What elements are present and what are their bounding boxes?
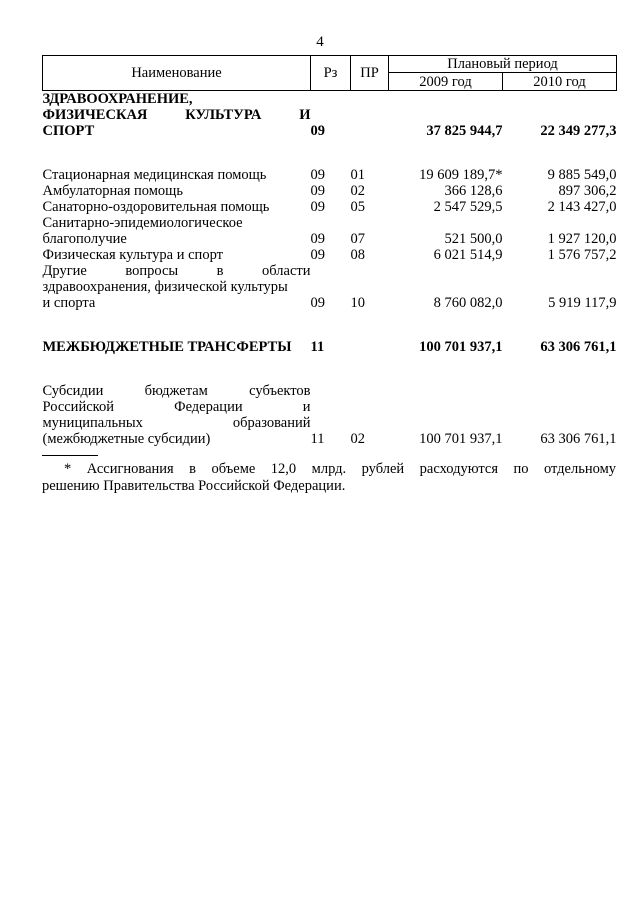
table-row: Санаторно-оздоровительная помощь 09 05 2 547 529,5 2 143 427,0 xyxy=(42,199,617,215)
page-number: 4 xyxy=(316,34,324,50)
header-pr: ПР xyxy=(351,56,389,91)
table-row: Субсидии бюджетам субъектов Российской Федерации и муниципальных образований (межбюджетные субсидии) 11 02 100 701 937,1 63 306 761,1 xyxy=(42,383,617,447)
header-rz: Рз xyxy=(311,56,351,91)
section-transfers-title: МЕЖБЮДЖЕТНЫЕ ТРАНСФЕРТЫ xyxy=(42,339,292,355)
table-row: Амбулаторная помощь 09 02 366 128,6 897 306,2 xyxy=(42,183,617,199)
table-row: Другие вопросы в области здравоохранения, физической культуры и спорта 09 10 8 760 082,0 5 919 117,9 xyxy=(42,263,617,311)
section-transfers-2009: 100 701 937,1 xyxy=(419,339,503,355)
section-transfers-2010: 63 306 761,1 xyxy=(540,339,617,355)
section-health-title: ЗДРАВООХРАНЕНИЕ, ФИЗИЧЕСКАЯ КУЛЬТУРА И СПОРТ xyxy=(42,91,311,139)
section-transfers-row xyxy=(43,339,617,355)
section-health-rz: 09 xyxy=(310,123,325,139)
header-plan-period: Плановый период xyxy=(389,56,617,73)
budget-table xyxy=(42,55,617,447)
section-transfers-rz: 11 xyxy=(310,339,325,355)
footnote xyxy=(42,461,616,495)
section-health-row xyxy=(43,91,617,140)
footnote-line-2: решению Правительства Российской Федерации. xyxy=(42,478,346,494)
footnote-line-1: * Ассигнования в объеме 12,0 млрд. рублей расходуются по отдельному xyxy=(64,461,616,477)
header-year-2009: 2009 год xyxy=(389,73,503,91)
table-row: Санитарно-эпидемиологическое благополучие 09 07 521 500,0 1 927 120,0 xyxy=(42,215,617,247)
table-row: Физическая культура и спорт 09 08 6 021 514,9 1 576 757,2 xyxy=(42,247,617,263)
section-health-2009: 37 825 944,7 xyxy=(426,123,503,139)
header-year-2010: 2010 год xyxy=(503,73,617,91)
section-health-2010: 22 349 277,3 xyxy=(540,123,617,139)
header-name: Наименование xyxy=(43,56,311,91)
footnote-divider xyxy=(42,455,98,456)
table-row: Стационарная медицинская помощь 09 01 19 609 189,7* 9 885 549,0 xyxy=(42,167,617,183)
